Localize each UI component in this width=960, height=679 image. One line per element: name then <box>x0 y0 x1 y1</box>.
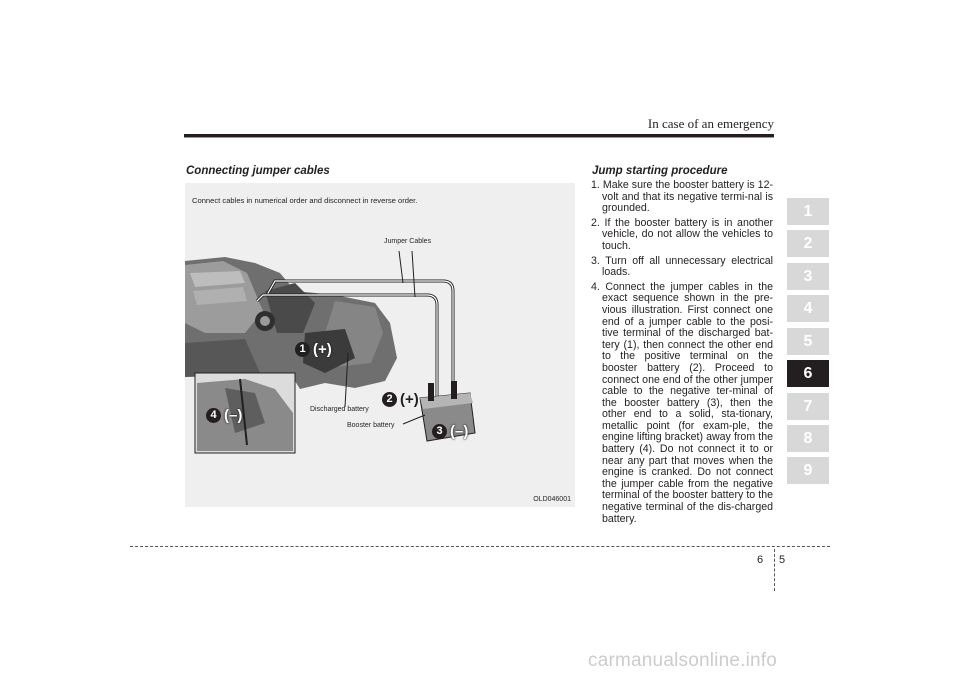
watermark: carmanualsonline.info <box>588 650 778 671</box>
marker-1 <box>295 341 332 358</box>
chapter-tab-4[interactable]: 4 <box>787 295 829 322</box>
figure-caption: Connect cables in numerical order and disconnect in reverse order. <box>192 196 418 205</box>
page-chapter-number: 6 <box>757 554 764 566</box>
label-jumper-cables: Jumper Cables <box>384 238 432 245</box>
chapter-tab-6[interactable]: 6 <box>787 360 829 387</box>
chapter-tab-7[interactable]: 7 <box>787 393 829 420</box>
procedure-steps <box>591 180 773 528</box>
chapter-tab-3[interactable]: 3 <box>787 263 829 290</box>
chapter-tab-8[interactable]: 8 <box>787 425 829 452</box>
marker-2-sign: (+) <box>400 391 419 408</box>
chapter-tab-5[interactable]: 5 <box>787 328 829 355</box>
marker-4-number: 4 <box>206 408 221 423</box>
marker-3 <box>432 423 468 440</box>
chapter-tab-9[interactable]: 9 <box>787 457 829 484</box>
marker-1-number: 1 <box>295 342 310 357</box>
marker-2-number: 2 <box>382 392 397 407</box>
marker-1-sign: (+) <box>313 341 332 358</box>
footer-rule <box>130 546 830 547</box>
marker-4-sign: (–) <box>224 407 243 424</box>
chapter-tab-1[interactable]: 1 <box>787 198 829 225</box>
section-title-procedure: Jump starting procedure <box>592 165 728 177</box>
running-header: In case of an emergency <box>647 116 774 131</box>
step-3: 3. Turn off all unnecessary electrical loads. <box>591 254 773 279</box>
label-booster-battery: Booster battery <box>347 422 395 429</box>
figure-code: OLD046001 <box>533 496 571 503</box>
step-1: 1. Make sure the booster battery is 12-volt and that its negative termi-nal is grounded. <box>591 179 773 215</box>
footer-divider <box>774 549 775 591</box>
label-discharged-battery: Discharged battery <box>310 406 369 413</box>
header-rule-shadow <box>184 137 774 138</box>
page-number: 5 <box>779 554 786 566</box>
engine-illustration <box>185 183 575 507</box>
marker-3-number: 3 <box>432 424 447 439</box>
jumper-cable-figure <box>185 183 575 507</box>
step-4: 4. Connect the jumper cables in the exact sequence shown in the pre-vious illustration. First connect one end of a jumper cable to the posi-tive terminal of the discharged bat-tery (1), then connect the other end to the positive terminal on the booster battery (2). Proceed to connect one end of the other jumper cable to the negative ter-minal of the booster battery (3), then the other end to a solid, sta-tionary, metallic point (for exam-ple, the engine lifting bracket) away from the battery (4). Do not connect it to or near any part that moves when the engine is cranked. Do not connect the jumper cable from the negative terminal of the booster battery to the negative terminal of the dis-charged battery. <box>591 280 773 525</box>
marker-4 <box>206 407 242 424</box>
section-title-jumper-cables: Connecting jumper cables <box>186 165 330 177</box>
step-2: 2. If the booster battery is in another vehicle, do not allow the vehicles to touch. <box>591 216 773 252</box>
chapter-tab-2[interactable]: 2 <box>787 230 829 257</box>
engine-bay <box>185 257 397 389</box>
marker-2 <box>382 391 419 408</box>
marker-3-sign: (–) <box>450 423 469 440</box>
